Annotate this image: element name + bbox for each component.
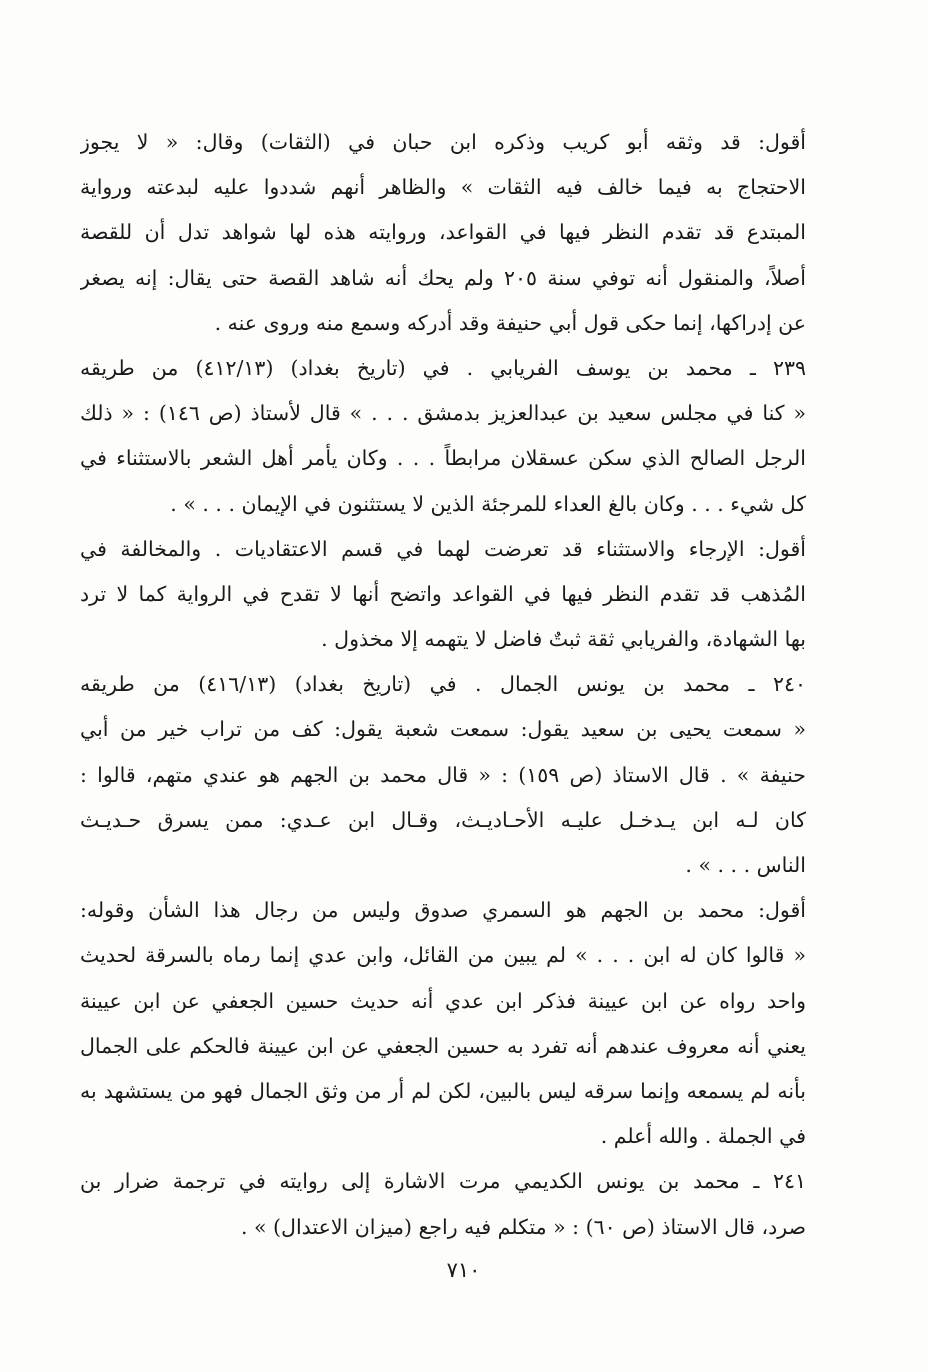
text-line: بأنه لم يسمعه وإنما سرقه ليس بالبين، لكن لم أر من وثق الجمال فهو من يستشهد به <box>80 1078 806 1103</box>
text-line: يعني أنه معروف عندهم أنه تفرد به حسين الجعفي عن ابن عيينة فالحكم على الجمال <box>80 1033 806 1058</box>
text-line: الرجل الصالح الذي سكن عسقلان مرابطاً . . . وكان يأمر أهل الشعر بالاستثناء في <box>80 446 806 471</box>
paragraph <box>80 120 806 346</box>
text-line: المبتدع قد تقدم النظر فيها في القواعد، وروايته هذه لها شواهد تدل أن للقصة <box>80 220 806 245</box>
paragraph <box>80 888 806 1159</box>
entry-paragraph <box>80 1159 806 1249</box>
entry-paragraph <box>80 662 806 888</box>
text-line: « قالوا كان له ابن . . . » لم يبين من القائل، وابن عدي إنما رماه بالسرقة لحديث <box>80 943 806 968</box>
text-line: الاحتجاج به فيما خالف فيه الثقات » والظاهر أنهم شددوا عليه لبدعته ورواية <box>80 175 806 200</box>
text-line: واحد رواه عن ابن عيينة فذكر ابن عدي أنه حديث حسين الجعفي عن ابن عيينة <box>80 988 806 1013</box>
text-line: أقول: قد وثقه أبو كريب وذكره ابن حبان في (الثقات) وقال: « لا يجوز <box>80 130 806 154</box>
page-number: ٧١٠ <box>446 1258 481 1282</box>
text-line: صرد، قال الاستاذ (ص ٦٠) : « متكلم فيه راجع (ميزان الاعتدال) » . <box>240 1214 806 1239</box>
text-line: ٢٣٩ ـ محمد بن يوسف الفريابي . في (تاريخ بغداد) (٤١٢/١٣) من طريقه <box>80 355 806 380</box>
text-line: حنيفة » . قال الاستاذ (ص ١٥٩) : « قال محمد بن الجهم هو عندي متهم، قالوا : <box>80 762 806 787</box>
text-line: عن إدراكها، إنما حكى قول أبي حنيفة وقد أدركه وسمع منه وروى عنه . <box>214 310 806 335</box>
text-line: أقول: الإرجاء والاستثناء قد تعرضت لهما في قسم الاعتقاديات . والمخالفة في <box>80 536 806 561</box>
text-line: الناس . . . » . <box>685 853 806 877</box>
paragraph <box>80 527 806 663</box>
text-line: أقول: محمد بن الجهم هو السمري صدوق وليس من رجال هذا الشأن وقوله: <box>80 898 806 923</box>
text-line: بها الشهادة، والفريابي ثقة ثبتٌ فاضل لا يتهمه إلا مخذول . <box>321 627 806 652</box>
body-text <box>80 120 806 1250</box>
text-line: « كنا في مجلس سعيد بن عبدالعزيز بدمشق . . . » قال لأستاذ (ص ١٤٦) : « ذلك <box>80 401 806 426</box>
text-line: كل شيء . . . وكان بالغ العداء للمرجئة الذين لا يستثنون في الإيمان . . . » . <box>170 491 806 516</box>
entry-paragraph <box>80 346 806 527</box>
text-line: كان لـه ابن يـدخـل عليـه الأحـاديـث، وقـال ابن عـدي: ممن يسرق حـديـث <box>80 807 806 832</box>
text-line: « سمعت يحيى بن سعيد يقول: سمعت شعبة يقول: كف من تراب خير من أبي <box>80 717 806 742</box>
text-line: أصلاً، والمنقول أنه توفي سنة ٢٠٥ ولم يحك أنه شاهد القصة حتى يقال: إنه يصغر <box>80 265 806 290</box>
text-line: في الجملة . والله أعلم . <box>600 1124 806 1149</box>
text-line: المُذهب قد تقدم النظر فيها في القواعد واتضح أنها لا تقدح في الرواية كما لا ترد <box>80 581 806 606</box>
text-line: ٢٤١ ـ محمد بن يونس الكديمي مرت الاشارة إلى روايته في ترجمة ضرار بن <box>80 1169 806 1194</box>
text-line: ٢٤٠ ـ محمد بن يونس الجمال . في (تاريخ بغداد) (٤١٦/١٣) من طريقه <box>80 672 806 697</box>
